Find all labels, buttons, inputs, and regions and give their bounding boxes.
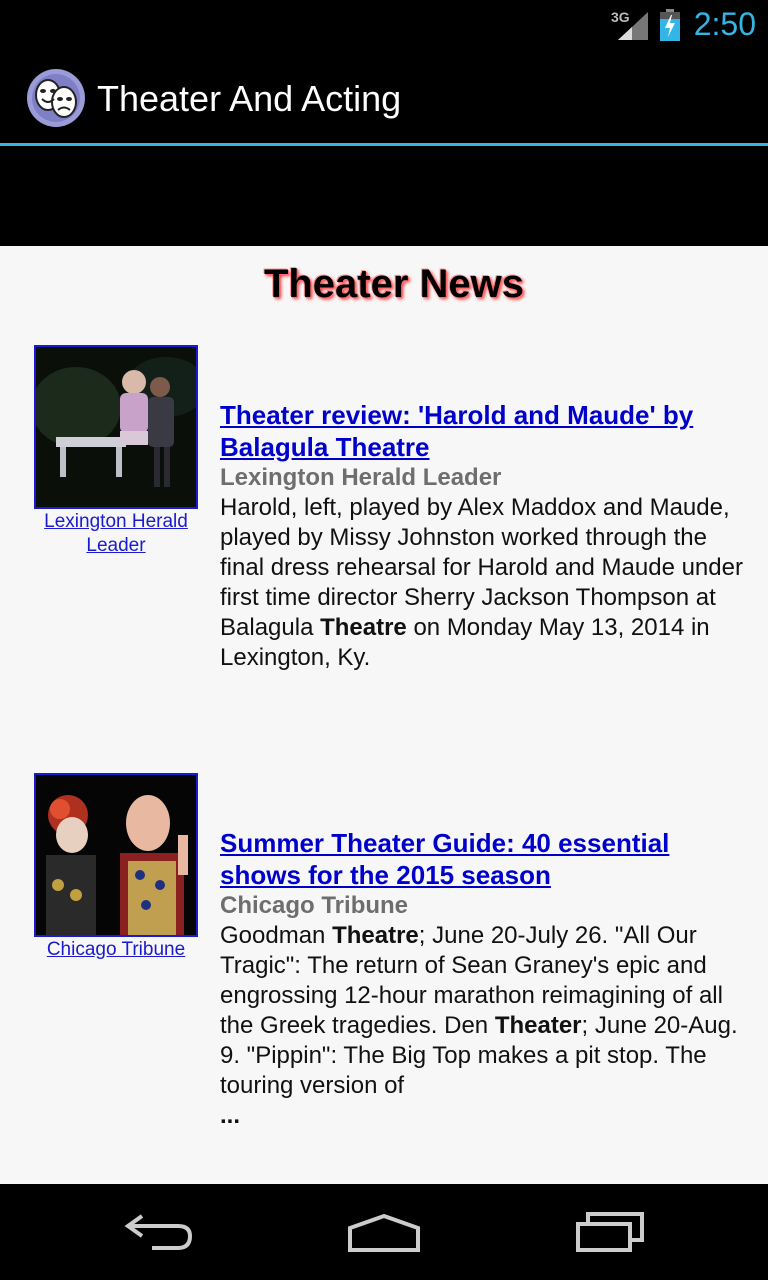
back-icon[interactable]	[118, 1206, 198, 1258]
article-item	[220, 399, 745, 673]
article-description: Harold, left, played by Alex Maddox and Maude, played by Missy Johnston worked through the final dress rehearsal for Harold and Maude under first time director Sherry Jackson Thompson at Balagula Theatre on Monday May 13, 2014 in Lexington, Ky.	[220, 494, 743, 671]
signal-icon	[618, 12, 650, 40]
article-photo-performers	[36, 775, 196, 935]
status-bar	[0, 0, 768, 50]
action-bar-divider	[0, 143, 768, 146]
article-thumbnail[interactable]	[34, 773, 198, 937]
battery-charging-icon	[660, 9, 680, 41]
news-content[interactable]	[0, 246, 768, 1184]
article-source: Chicago Tribune	[220, 892, 409, 919]
home-icon[interactable]	[344, 1206, 424, 1258]
article-description: Goodman Theatre; June 20-July 26. "All Our Tragic": The return of Sean Graney's epic and engrossing 12-hour marathon reimagining of all the Greek tragedies. Den Theater; June 20-Aug. 9. "Pippin": The Big Top makes a pit stop. The touring version of ...	[220, 922, 738, 1129]
theater-masks-icon[interactable]	[26, 68, 86, 128]
article-photo-stage	[36, 347, 196, 507]
thumbnail-source-link[interactable]: Chicago Tribune	[46, 939, 186, 960]
article-thumbnail[interactable]	[34, 345, 198, 509]
app-title: Theater And Acting	[97, 78, 402, 119]
article-item	[220, 827, 745, 1131]
clock: 2:50	[693, 6, 756, 42]
network-type: 3G	[611, 9, 630, 25]
article-headline-link[interactable]: Theater review: 'Harold and Maude' by Balagula Theatre	[220, 400, 694, 462]
article-headline-link[interactable]: Summer Theater Guide: 40 essential shows for the 2015 season	[220, 828, 670, 890]
page-title: Theater News	[263, 262, 525, 306]
recents-icon[interactable]	[570, 1206, 650, 1258]
article-source: Lexington Herald Leader	[220, 464, 502, 491]
thumbnail-source-link[interactable]: Lexington Herald Leader	[44, 511, 188, 556]
